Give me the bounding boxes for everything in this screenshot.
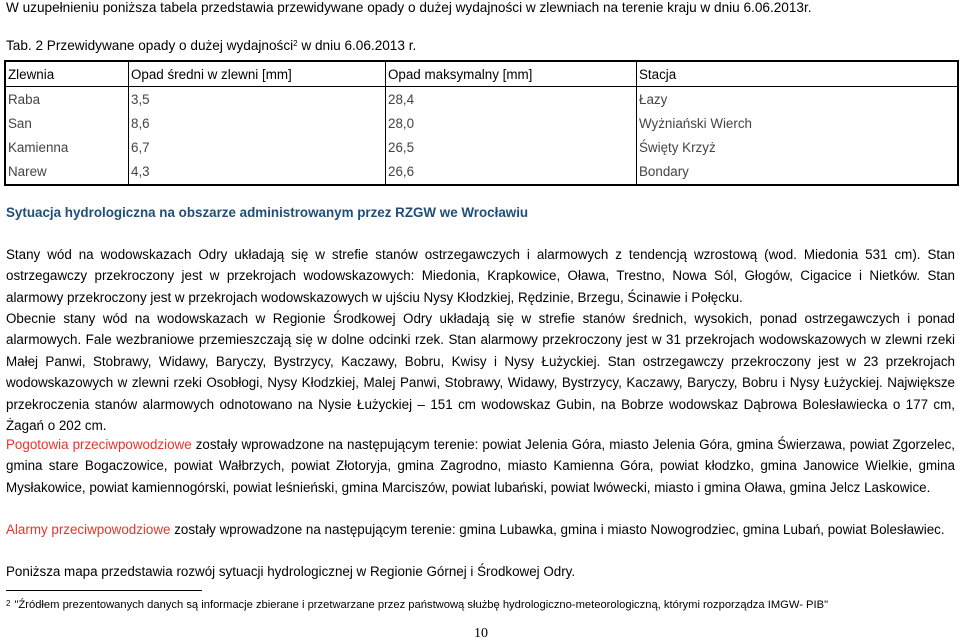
header-cell-basin: Zlewnia xyxy=(5,61,129,87)
table-cell: 4,3 xyxy=(129,160,386,185)
footnote-separator xyxy=(6,590,202,591)
table-row xyxy=(5,87,958,112)
table-cell: 28,0 xyxy=(386,111,637,135)
header-cell-avg: Opad średni w zlewni [mm] xyxy=(129,61,386,87)
table-row xyxy=(5,160,958,185)
flood-readiness-label: Pogotowia przeciwpowodziowe xyxy=(6,437,192,452)
footnote-ref: 2 xyxy=(293,39,298,48)
table-cell: 28,4 xyxy=(386,87,637,112)
table-row xyxy=(5,136,958,160)
rainfall-table xyxy=(4,60,959,186)
table-cell: Raba xyxy=(5,87,129,112)
intro-text: W uzupełnieniu poniższa tabela przedstawia przewidywane opady o dużej wydajności w zlewniach na terenie kraju w dniu 6.06.2013r. xyxy=(6,0,812,15)
table-caption-date: w dniu 6.06.2013 r. xyxy=(297,38,417,53)
flood-readiness-text: zostały wprowadzone na następującym terenie: powiat Jelenia Góra, miasto Jelenia Góra, gmina Świerzawa, powiat Zgorzelec, gmina stare Bogaczowice, powiat Wałbrzych, powiat Złotoryja, gmina Zagrodno, miasto Kamienna Góra, powiat kłodzko, gmina Janowice Wielkie, gmina Mysłakowice, powiat kamiennogórski, powiat leśnieński, gmina Marciszów, powiat lubański, powiat lwówecki, miasto i gmina Oława, gmina Jelcz Laskowice. xyxy=(6,437,955,495)
table-caption xyxy=(6,38,416,54)
table-cell: San xyxy=(5,111,129,135)
footnote xyxy=(6,598,828,612)
flood-alarms-text: zostały wprowadzone na następującym terenie: gmina Lubawka, gmina i miasto Nowogrodziec, gmina Lubań, powiat Bolesławiec. xyxy=(170,522,945,537)
table-cell: 3,5 xyxy=(129,87,386,112)
paragraph-odra-levels: Stany wód na wodowskazach Odry układają się w strefie stanów ostrzegawczych i alarmowych z tendencją wzrostową (wod. Miedonia 531 cm). Stan ostrzegawczy przekroczony jest w przekrojach wodowskazowych: Miedonia, Krapkowice, Oława, Trestno, Nowa Sól, Głogów, Cigacice i Nietków. Stan alarmowy przekroczony jest w przekrojach wodowskazowych w ujściu Nysy Kłodzkiej, Rędzinie, Brzegu, Ścinawie i Połęcku. xyxy=(6,247,955,305)
page-number: 10 xyxy=(474,626,488,641)
flood-alarms-label: Alarmy przeciwpowodziowe xyxy=(6,522,171,537)
paragraph-middle-odra: Obecnie stany wód na wodowskazach w Regionie Środkowej Odry układają się w strefie stanów średnich, wysokich, ponad ostrzegawczych i ponad alarmowych. Fale wezbraniowe przemieszczają się w dolne odcinki rzek. Stan alarmowy przekroczony jest w 31 przekrojach wodowskazowych w zlewni rzeki Małej Panwi, Stobrawy, Widawy, Baryczy, Bystrzycy, Kaczawy, Bobru, Kwisy i Nysy Łużyckiej. Stan ostrzegawczy przekroczony jest w 23 przekrojach wodowskazowych w zlewni rzeki Osobłogi, Nysy Kłodzkiej, Malej Panwi, Stobrawy, Widawy, Bystrzycy, Kaczawy, Baryczy, Bobru i Nysy Łużyckiej. Największe przekroczenia stanów alarmowych odnotowano na Nysie Łużyckiej – 151 cm wodowskaz Gubin, na Bobrze wodowskaz Dąbrowa Bolesławiecka o 177 cm, Żagań o 202 cm. xyxy=(6,311,955,434)
header-cell-max: Opad maksymalny [mm] xyxy=(386,61,637,87)
paragraph-flood-readiness xyxy=(6,434,955,498)
table-row xyxy=(5,111,958,135)
table-cell: Wyżniański Wierch xyxy=(637,111,959,135)
table-cell: 6,7 xyxy=(129,136,386,160)
header-cell-station: Stacja xyxy=(637,61,959,87)
table-cell: Kamienna xyxy=(5,136,129,160)
table-cell: 26,5 xyxy=(386,136,637,160)
table-cell: Łazy xyxy=(637,87,959,112)
section-heading: Sytuacja hydrologiczna na obszarze administrowanym przez RZGW we Wrocławiu xyxy=(6,205,529,220)
table-cell: 26,6 xyxy=(386,160,637,185)
footnote-marker: 2 xyxy=(6,599,11,608)
table-cell: Narew xyxy=(5,160,129,185)
table-cell: 8,6 xyxy=(129,111,386,135)
paragraph-map-intro: Poniższa mapa przedstawia rozwój sytuacji hydrologicznej w Regionie Górnej i Środkowej Odry. xyxy=(6,564,576,579)
footnote-text: "Źródłem prezentowanych danych są informacje zbierane i przetwarzane przez państwową służbę hydrologiczno-meteorologiczną, którymi rozporządza IMGW- PIB" xyxy=(14,599,829,611)
table-header-row xyxy=(5,61,958,87)
table-caption-text: Tab. 2 Przewidywane opady o dużej wydajności xyxy=(6,38,294,53)
table-cell: Bondary xyxy=(637,160,959,185)
paragraph-flood-alarms xyxy=(6,519,955,540)
table-cell: Święty Krzyż xyxy=(637,136,959,160)
